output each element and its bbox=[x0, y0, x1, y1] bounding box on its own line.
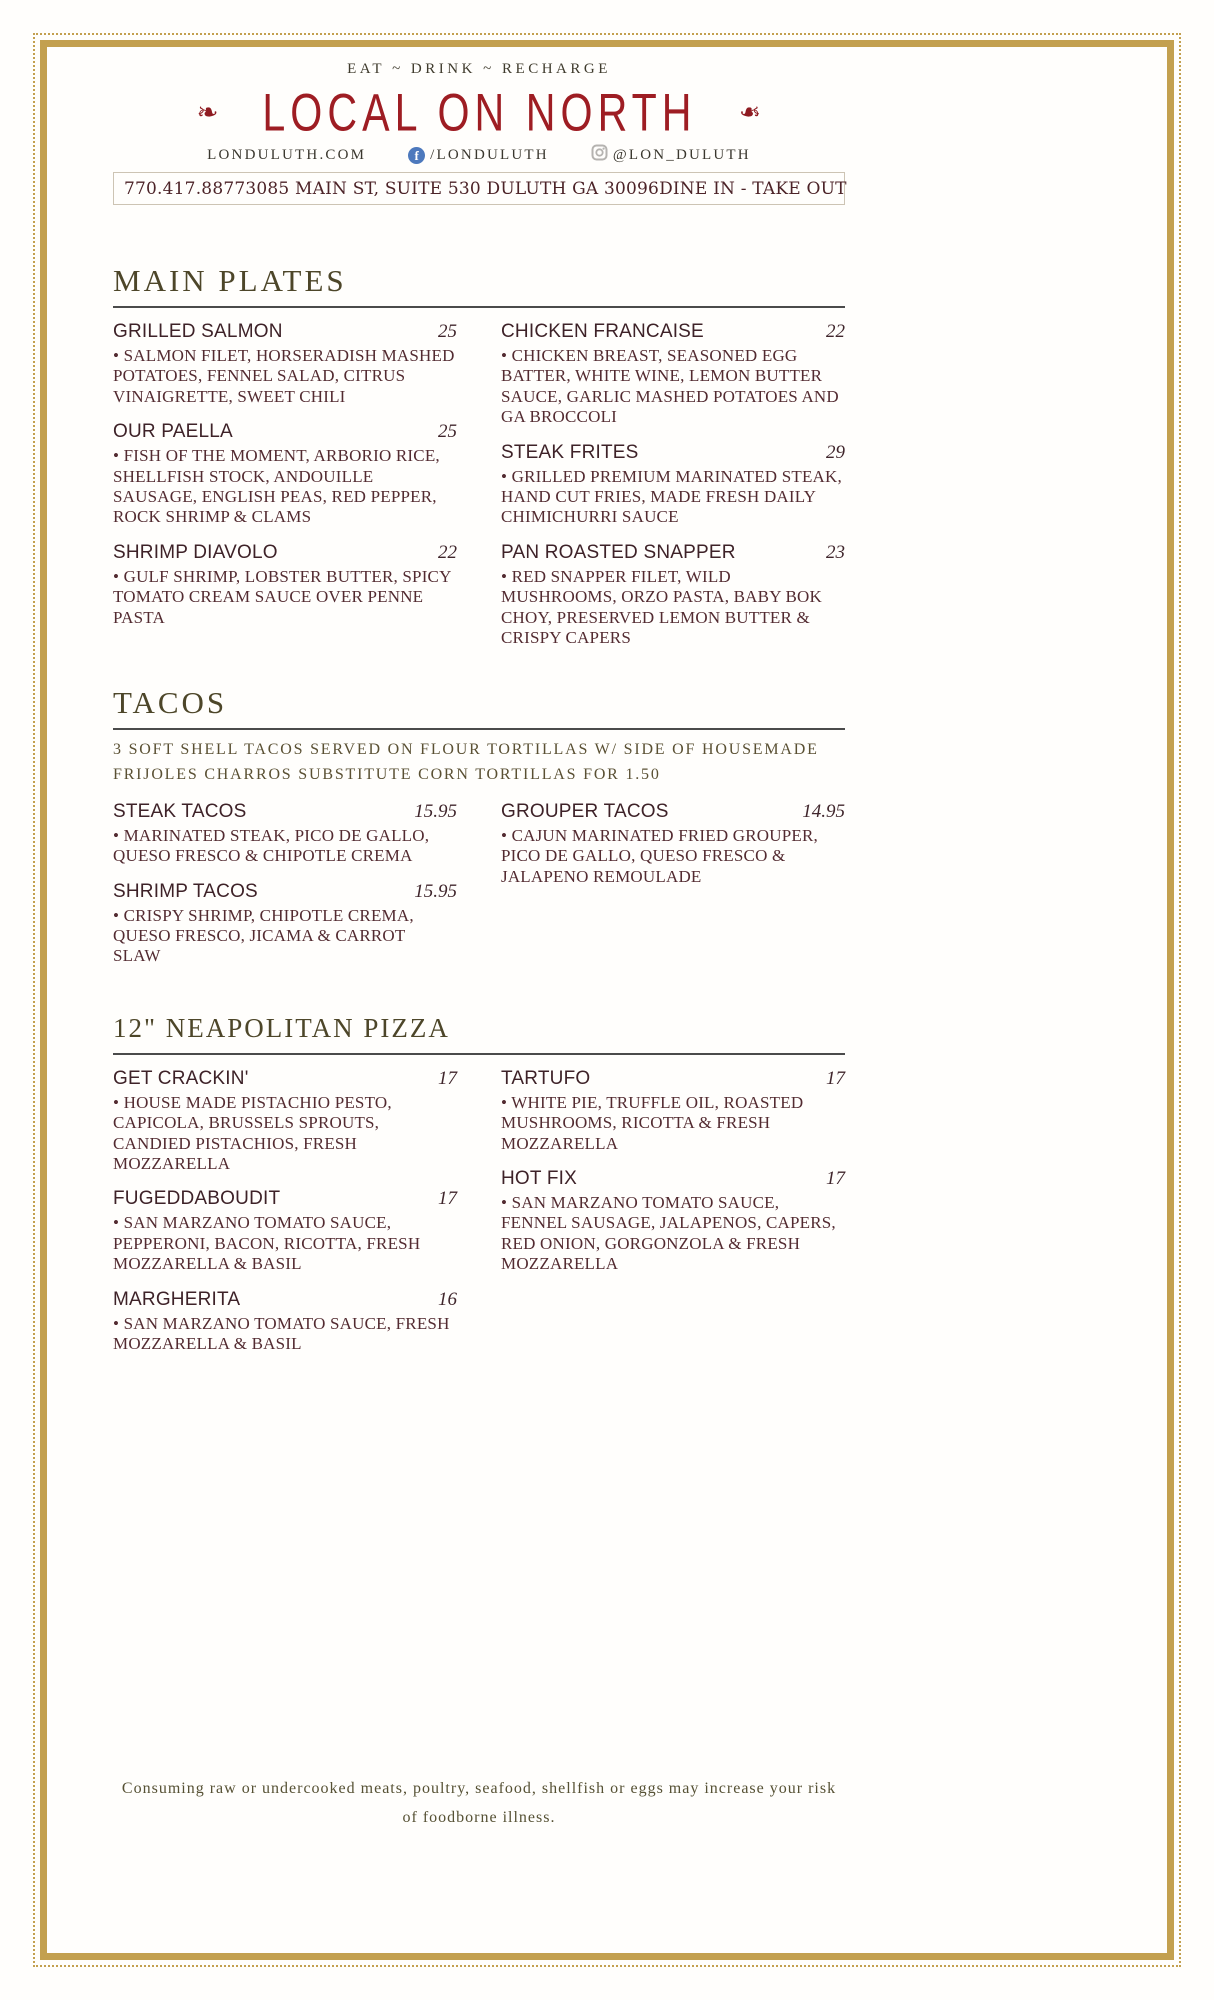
instagram-icon bbox=[591, 144, 608, 166]
menu-item bbox=[113, 320, 457, 407]
section-title: TACOS bbox=[113, 685, 845, 730]
menu-item bbox=[113, 800, 457, 867]
social-row bbox=[113, 144, 845, 166]
item-description: • SAN MARZANO TOMATO SAUCE, PEPPERONI, BACON, RICOTTA, FRESH MOZZARELLA & BASIL bbox=[113, 1213, 421, 1274]
phone-number: 770.417.8877 bbox=[124, 178, 246, 199]
right-column bbox=[501, 1067, 845, 1368]
item-price: 14.95 bbox=[802, 800, 845, 822]
item-name: GROUPER TACOS bbox=[501, 800, 669, 822]
tagline: EAT ~ DRINK ~ RECHARGE bbox=[347, 61, 611, 77]
section-main-plates bbox=[113, 263, 845, 661]
info-bar bbox=[113, 172, 845, 205]
item-price: 22 bbox=[826, 321, 845, 342]
item-description: • GRILLED PREMIUM MARINATED STEAK, HAND CUT FRIES, MADE FRESH DAILY CHIMICHURRI SAUCE bbox=[501, 466, 842, 527]
item-price: 15.95 bbox=[414, 880, 457, 902]
left-column bbox=[113, 320, 457, 661]
menu-item bbox=[113, 420, 457, 528]
item-description: • SAN MARZANO TOMATO SAUCE, FRESH MOZZARELLA & BASIL bbox=[113, 1313, 450, 1353]
item-price: 22 bbox=[438, 541, 457, 563]
item-name: GRILLED SALMON bbox=[113, 321, 283, 342]
section-note: 3 SOFT SHELL TACOS SERVED ON FLOUR TORTILLAS W/ SIDE OF HOUSEMADE FRIJOLES CHARROS SUBSTITUTE CORN TORTILLAS FOR 1.50 bbox=[113, 741, 819, 784]
flourish-left-icon: ❧ bbox=[196, 98, 219, 128]
menu-item bbox=[501, 1167, 845, 1275]
menu-header bbox=[113, 61, 845, 205]
section-title: 12" NEAPOLITAN PIZZA bbox=[113, 1010, 845, 1055]
menu-content bbox=[113, 48, 847, 1826]
item-name: HOT FIX bbox=[501, 1168, 577, 1190]
item-name: PAN ROASTED SNAPPER bbox=[501, 541, 736, 563]
instagram-handle: @LON_DULUTH bbox=[612, 146, 751, 163]
menu-item bbox=[113, 1288, 457, 1355]
item-name: GET CRACKIN' bbox=[113, 1067, 249, 1089]
disclaimer: Consuming raw or undercooked meats, poultry, seafood, shellfish or eggs may increase your risk of foodborne illness. bbox=[121, 1780, 837, 1826]
item-description: • RED SNAPPER FILET, WILD MUSHROOMS, ORZO PASTA, BABY BOK CHOY, PRESERVED LEMON BUTTER & CRISPY CAPERS bbox=[501, 566, 822, 647]
instagram-item bbox=[591, 144, 751, 166]
menu-item bbox=[113, 541, 457, 628]
menu-item bbox=[501, 541, 845, 649]
item-price: 17 bbox=[826, 1168, 845, 1190]
website-text: LONDULUTH.COM bbox=[207, 146, 367, 163]
item-description: • SALMON FILET, HORSERADISH MASHED POTATOES, FENNEL SALAD, CITRUS VINAIGRETTE, SWEET CHILI bbox=[113, 346, 455, 406]
item-price: 29 bbox=[826, 441, 845, 463]
menu-item bbox=[501, 441, 845, 528]
facebook-handle: /LONDULUTH bbox=[430, 146, 549, 163]
item-description: • FISH OF THE MOMENT, ARBORIO RICE, SHELLFISH STOCK, ANDOUILLE SAUSAGE, ENGLISH PEAS, RED PEPPER, ROCK SHRIMP & CLAMS bbox=[113, 446, 440, 527]
item-description: • GULF SHRIMP, LOBSTER BUTTER, SPICY TOMATO CREAM SAUCE OVER PENNE PASTA bbox=[113, 566, 451, 627]
section-title: MAIN PLATES bbox=[113, 263, 845, 308]
item-price: 23 bbox=[826, 541, 845, 563]
item-price: 17 bbox=[826, 1067, 845, 1089]
menu-item bbox=[113, 1187, 457, 1274]
item-price: 25 bbox=[438, 321, 457, 342]
menu-item bbox=[501, 1067, 845, 1154]
item-name: CHICKEN FRANCAISE bbox=[501, 321, 704, 342]
item-price: 17 bbox=[438, 1067, 457, 1089]
menu-item bbox=[113, 1067, 457, 1175]
menu-item bbox=[501, 800, 845, 887]
item-name: OUR PAELLA bbox=[113, 421, 233, 443]
address: 3085 MAIN ST, SUITE 530 DULUTH GA 30096 bbox=[245, 178, 660, 199]
item-name: TARTUFO bbox=[501, 1067, 591, 1089]
item-description: • CRISPY SHRIMP, CHIPOTLE CREMA, QUESO FRESCO, JICAMA & CARROT SLAW bbox=[113, 905, 414, 966]
flourish-right-icon: ❧ bbox=[739, 98, 762, 128]
facebook-icon: f bbox=[408, 147, 425, 164]
right-column bbox=[501, 800, 845, 980]
section-tacos bbox=[113, 685, 845, 980]
item-description: • HOUSE MADE PISTACHIO PESTO, CAPICOLA, BRUSSELS SPROUTS, CANDIED PISTACHIOS, FRESH MOZZARELLA bbox=[113, 1092, 392, 1174]
restaurant-name: LOCAL ON NORTH bbox=[261, 83, 697, 143]
section-neapolitan-pizza bbox=[113, 1010, 845, 1368]
item-description: • CAJUN MARINATED FRIED GROUPER, PICO DE GALLO, QUESO FRESCO & JALAPENO REMOULADE bbox=[501, 825, 818, 886]
item-description: • WHITE PIE, TRUFFLE OIL, ROASTED MUSHROOMS, RICOTTA & FRESH MOZZARELLA bbox=[501, 1092, 804, 1153]
item-name: STEAK TACOS bbox=[113, 800, 247, 822]
item-name: STEAK FRITES bbox=[501, 441, 639, 463]
item-price: 25 bbox=[438, 421, 457, 443]
item-price: 15.95 bbox=[414, 800, 457, 822]
facebook-item bbox=[408, 147, 549, 164]
item-description: • SAN MARZANO TOMATO SAUCE, FENNEL SAUSAGE, JALAPENOS, CAPERS, RED ONION, GORGONZOLA & FRESH MOZZARELLA bbox=[501, 1193, 836, 1274]
right-column bbox=[501, 320, 845, 661]
section-columns bbox=[113, 800, 845, 980]
item-name: SHRIMP TACOS bbox=[113, 880, 258, 902]
item-name: SHRIMP DIAVOLO bbox=[113, 541, 278, 563]
menu-item bbox=[501, 320, 845, 428]
item-name: FUGEDDABOUDIT bbox=[113, 1188, 281, 1210]
service-note: DINE IN - TAKE OUT bbox=[659, 178, 847, 199]
left-column bbox=[113, 800, 457, 980]
section-columns bbox=[113, 320, 845, 661]
section-columns bbox=[113, 1067, 845, 1368]
restaurant-title-row bbox=[113, 83, 845, 143]
item-description: • CHICKEN BREAST, SEASONED EGG BATTER, WHITE WINE, LEMON BUTTER SAUCE, GARLIC MASHED POTATOES AND GA BROCCOLI bbox=[501, 346, 839, 427]
item-price: 17 bbox=[438, 1188, 457, 1210]
left-column bbox=[113, 1067, 457, 1368]
item-name: MARGHERITA bbox=[113, 1288, 241, 1310]
menu-item bbox=[113, 880, 457, 967]
item-description: • MARINATED STEAK, PICO DE GALLO, QUESO FRESCO & CHIPOTLE CREMA bbox=[113, 825, 430, 866]
item-price: 16 bbox=[438, 1288, 457, 1310]
